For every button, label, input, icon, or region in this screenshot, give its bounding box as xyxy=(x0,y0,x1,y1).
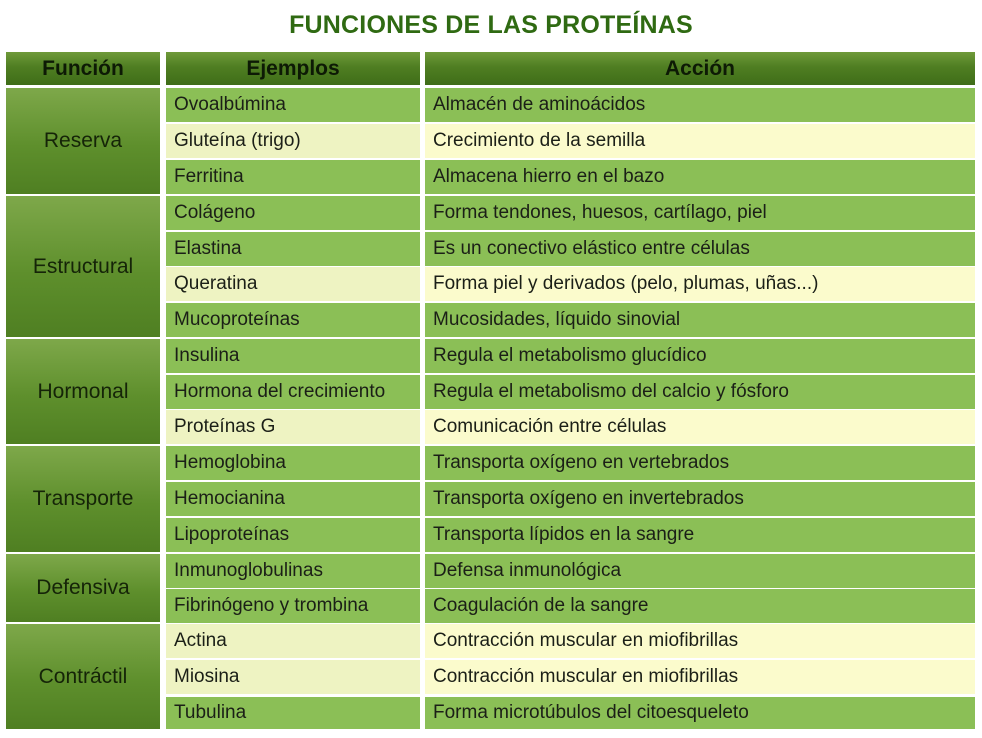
function-cell: Estructural xyxy=(6,196,160,337)
example-cell: Colágeno xyxy=(166,196,420,230)
example-cell: Fibrinógeno y trombina xyxy=(166,589,420,623)
action-cell: Transporta lípidos en la sangre xyxy=(425,518,975,552)
example-cell: Inmunoglobulinas xyxy=(166,554,420,588)
action-cell: Transporta oxígeno en vertebrados xyxy=(425,446,975,480)
action-cell: Transporta oxígeno en invertebrados xyxy=(425,482,975,516)
action-cell: Regula el metabolismo del calcio y fósforo xyxy=(425,375,975,409)
example-cell: Elastina xyxy=(166,232,420,266)
action-cell: Mucosidades, líquido sinovial xyxy=(425,303,975,337)
example-cell: Lipoproteínas xyxy=(166,518,420,552)
action-cell: Es un conectivo elástico entre células xyxy=(425,232,975,266)
example-cell: Insulina xyxy=(166,339,420,373)
action-cell: Regula el metabolismo glucídico xyxy=(425,339,975,373)
example-cell: Ferritina xyxy=(166,160,420,194)
example-cell: Hormona del crecimiento xyxy=(166,375,420,409)
column-header-accion: Acción xyxy=(425,52,975,85)
action-cell: Coagulación de la sangre xyxy=(425,589,975,623)
action-cell: Forma tendones, huesos, cartílago, piel xyxy=(425,196,975,230)
page-title: FUNCIONES DE LAS PROTEÍNAS xyxy=(289,11,693,39)
example-cell: Ovoalbúmina xyxy=(166,88,420,122)
example-cell: Tubulina xyxy=(166,697,420,729)
action-cell: Almacén de aminoácidos xyxy=(425,88,975,122)
function-cell: Defensiva xyxy=(6,554,160,622)
function-cell: Hormonal xyxy=(6,339,160,444)
action-cell: Defensa inmunológica xyxy=(425,554,975,588)
example-cell: Mucoproteínas xyxy=(166,303,420,337)
function-cell: Reserva xyxy=(6,88,160,194)
action-cell: Forma piel y derivados (pelo, plumas, uñas...) xyxy=(425,267,975,301)
example-cell: Actina xyxy=(166,624,420,658)
action-cell: Contracción muscular en miofibrillas xyxy=(425,660,975,694)
example-cell: Proteínas G xyxy=(166,410,420,444)
example-cell: Gluteína (trigo) xyxy=(166,124,420,158)
example-cell: Miosina xyxy=(166,660,420,694)
column-header-ejemplos: Ejemplos xyxy=(166,52,420,85)
example-cell: Queratina xyxy=(166,267,420,301)
example-cell: Hemoglobina xyxy=(166,446,420,480)
column-header-funcion: Función xyxy=(6,52,160,85)
action-cell: Crecimiento de la semilla xyxy=(425,124,975,158)
example-cell: Hemocianina xyxy=(166,482,420,516)
function-cell: Transporte xyxy=(6,446,160,552)
action-cell: Almacena hierro en el bazo xyxy=(425,160,975,194)
action-cell: Comunicación entre células xyxy=(425,410,975,444)
function-cell: Contráctil xyxy=(6,624,160,729)
action-cell: Forma microtúbulos del citoesqueleto xyxy=(425,697,975,729)
action-cell: Contracción muscular en miofibrillas xyxy=(425,624,975,658)
